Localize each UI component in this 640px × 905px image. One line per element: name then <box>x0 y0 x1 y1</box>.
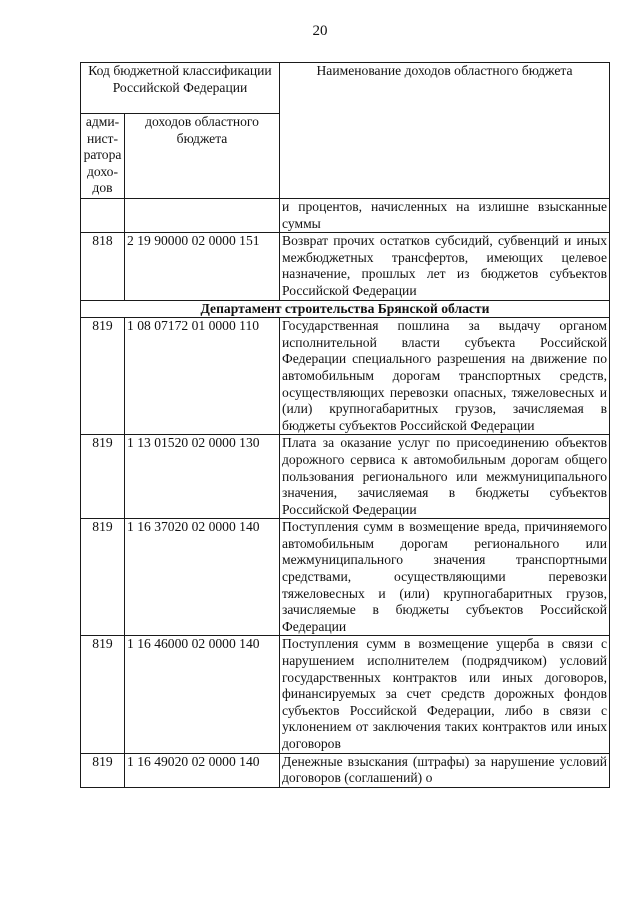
income-name-cell: Поступления сумм в возмещение вреда, причиняемого автомобильным дорогам регионального или межмуниципального значения транспортными средствами, осуществляющими перевозки тяжеловесных и (или) крупногабаритных грузов, зачисляемые в бюджеты субъектов Российской Федерации <box>280 519 610 636</box>
table-row <box>81 519 610 636</box>
table-row <box>81 233 610 300</box>
admin-code-cell: 819 <box>81 636 125 753</box>
income-code-cell: 1 13 01520 02 0000 130 <box>125 435 280 519</box>
income-code-cell <box>125 199 280 233</box>
header-row-group <box>81 63 610 114</box>
section-row <box>81 300 610 318</box>
income-code-cell: 1 08 07172 01 0000 110 <box>125 318 280 435</box>
income-name-cell: Возврат прочих остатков субсидий, субвенций и иных межбюджетных трансфертов, имеющих целевое назначение, прошлых лет из бюджетов субъектов Российской Федерации <box>280 233 610 300</box>
admin-code-cell: 819 <box>81 435 125 519</box>
income-name-cell: Государственная пошлина за выдачу органом исполнительной власти субъекта Российской Федерации специального разрешения на движение по автомобильным дорогам транспортных средств, осуществляющих перевозки опасных, тяжеловесных и (или) крупногабаритных грузов, зачисляемая в бюджеты субъектов Российской Федерации <box>280 318 610 435</box>
table-row <box>81 636 610 753</box>
admin-code-cell: 819 <box>81 753 125 787</box>
table-row <box>81 753 610 787</box>
income-code-cell: 1 16 49020 02 0000 140 <box>125 753 280 787</box>
admin-code-cell: 818 <box>81 233 125 300</box>
income-name-cell: Поступления сумм в возмещение ущерба в связи с нарушением исполнителем (подрядчиком) условий государственных контрактов или иных договоров, финансируемых за счет средств дорожных фондов субъектов Российской Федерации, либо в связи с уклонением от заключения таких контрактов или иных договоров <box>280 636 610 753</box>
budget-classification-table <box>80 62 610 788</box>
income-name-cell: и процентов, начисленных на излишне взысканные суммы <box>280 199 610 233</box>
income-code-cell: 1 16 46000 02 0000 140 <box>125 636 280 753</box>
header-administrator: адми-нист-ратора дохо-дов <box>81 114 125 199</box>
income-code-cell: 2 19 90000 02 0000 151 <box>125 233 280 300</box>
admin-code-cell <box>81 199 125 233</box>
income-code-cell: 1 16 37020 02 0000 140 <box>125 519 280 636</box>
table-row <box>81 435 610 519</box>
header-income-name: Наименование доходов областного бюджета <box>280 63 610 199</box>
page-number: 20 <box>312 23 328 39</box>
table-row <box>81 199 610 233</box>
income-name-cell: Денежные взыскания (штрафы) за нарушение условий договоров (соглашений) о <box>280 753 610 787</box>
table-row <box>81 318 610 435</box>
header-budget-classification-code: Код бюджетной классификации Российской Федерации <box>81 63 280 114</box>
income-name-cell: Плата за оказание услуг по присоединению объектов дорожного сервиса к автомобильным дорогам общего пользования регионального или межмуниципального значения, зачисляемая в бюджеты субъектов Российской Федерации <box>280 435 610 519</box>
admin-code-cell: 819 <box>81 318 125 435</box>
header-income-code: доходов областного бюджета <box>125 114 280 199</box>
admin-code-cell: 819 <box>81 519 125 636</box>
section-title: Департамент строительства Брянской области <box>81 300 610 318</box>
